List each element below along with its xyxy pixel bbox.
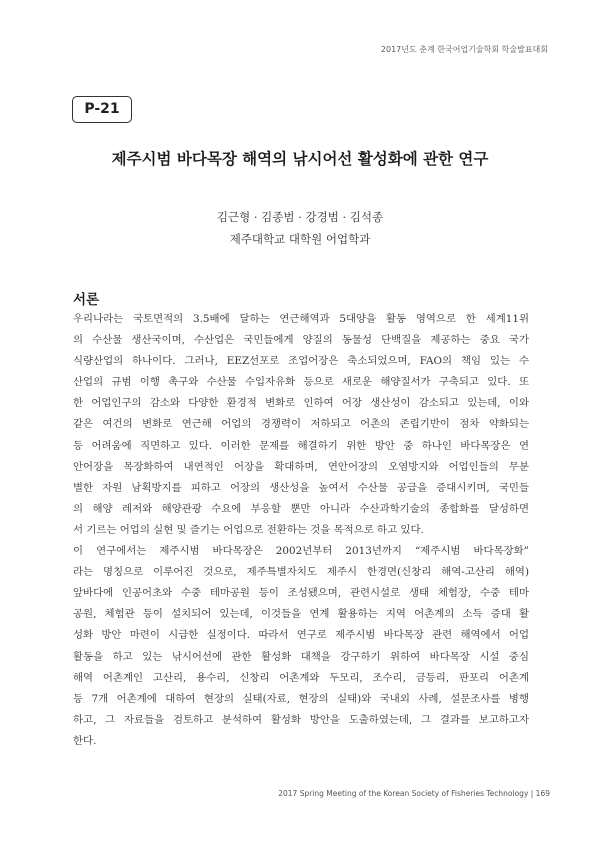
- paper-title: 제주시범 바다목장 해역의 낚시어선 활성화에 관한 연구: [111, 149, 489, 168]
- running-footer: 2017 Spring Meeting of the Korean Society of Fisheries Technology | 169: [278, 789, 550, 798]
- body-line: 해역 어촌계인 고산리, 용수리, 신창리 어촌계와 두모리, 조수리, 금등리, 판포리 어촌계: [73, 671, 529, 684]
- author-affiliation: 제주대학교 대학원 어업학과: [229, 232, 371, 246]
- body-line: 활동을 하고 있는 낚시어선에 관한 활성화 대책을 강구하기 위하여 바다목장 시설 중심: [73, 650, 529, 663]
- body-line: 우리나라는 국토면적의 3.5배에 달하는 연근해역과 5대양을 활동 영역으로 한 세계11위: [73, 313, 529, 325]
- introduction-body: [73, 309, 529, 752]
- author-list: 김근형 · 김종범 · 강경범 · 김석종: [216, 210, 384, 224]
- body-line: 의 해양 레저와 해양관광 수요에 부응할 뿐만 아니라 수산과학기술의 종합화를 달성하면: [73, 502, 529, 515]
- body-line: 성화 방안 마련이 시급한 실정이다. 따라서 연구로 제주시범 바다목장 관련 해역에서 어업: [73, 629, 529, 642]
- poster-number-badge: P-21: [72, 96, 132, 123]
- body-line: 라는 명칭으로 이루어진 것으로, 제주특별자치도 제주시 한경면(신창리 해역-고산리 해역): [73, 566, 529, 579]
- body-line: 산업의 규범 이행 촉구와 수산물 수입자유화 등으로 새로운 해양질서가 구축되고 있다. 또: [73, 376, 529, 389]
- body-line: 하고, 그 자료들을 검토하고 분석하여 활성화 방안을 도출하였는데, 그 결과를 보고하고자: [73, 713, 529, 726]
- body-line: 안어장을 목장화하여 내연적인 어장을 확대하며, 연안어장의 오염방지와 어업인들의 무분: [73, 460, 529, 473]
- body-line: 공원, 체험관 등이 설치되어 있는데, 이것들을 연계 활용하는 지역 어촌계의 소득 증대 활: [73, 608, 529, 621]
- body-line: 앞바다에 인공어초와 수중 테마공원 등이 조성됐으며, 관련시설로 생태 체험장, 수중 테마: [73, 587, 529, 600]
- body-line: 이 연구에서는 제주시범 바다목장은 2002년부터 2013년까지 “제주시범 바다목장화”: [73, 545, 529, 558]
- body-line: 한다.: [73, 734, 97, 747]
- body-line: 서 기르는 어업의 실현 및 즐기는 어업으로 전환하는 것을 목적으로 하고 있다.: [73, 523, 424, 536]
- body-line: 한 어업인구의 감소와 다양한 환경적 변화로 인하여 어장 생산성이 감소되고 있는데, 이와: [73, 397, 529, 410]
- body-line: 등 어려움에 직면하고 있다. 이러한 문제를 해결하기 위한 방안 중 하나인 바다목장은 연: [73, 439, 529, 452]
- section-heading-introduction: 서론: [73, 292, 100, 308]
- body-line: 식량산업의 하나이다. 그러나, EEZ선포로 조업어장은 축소되었으며, FAO의 책임 있는 수: [73, 355, 529, 368]
- body-line: 별한 자원 남획방지를 피하고 어장의 생산성을 높여서 수산물 공급을 증대시키며, 국민들: [73, 481, 529, 494]
- running-header: 2017년도 춘계 한국어업기술학회 학술발표대회: [380, 45, 548, 54]
- body-line: 등 7개 어촌계에 대하여 현장의 실태(자료, 현장의 실태)와 국내외 사례, 설문조사를 병행: [73, 692, 529, 705]
- body-line: 같은 여건의 변화로 연근해 어업의 경쟁력이 저하되고 어촌의 존립기반이 점차 약화되는: [73, 418, 529, 431]
- body-line: 의 수산물 생산국이며, 수산업은 국민들에게 양질의 동물성 단백질을 제공하는 중요 국가: [73, 334, 529, 347]
